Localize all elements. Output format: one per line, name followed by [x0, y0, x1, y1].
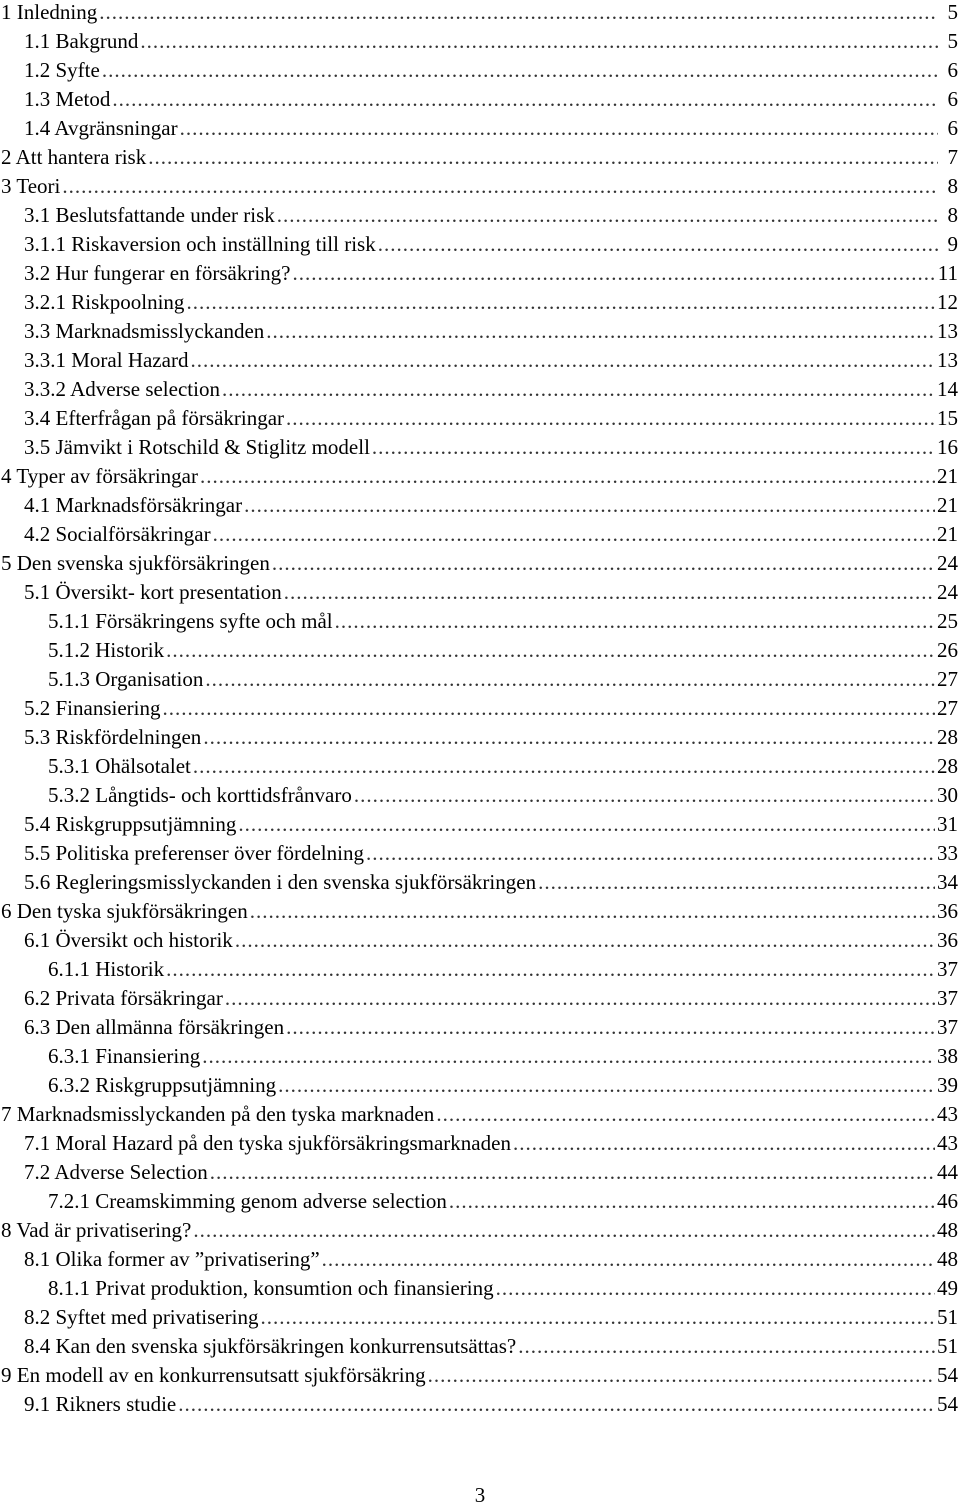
dot-leader: [322, 1245, 935, 1274]
toc-entry-title[interactable]: 5.3 Riskfördelningen: [24, 725, 202, 749]
dot-leader: [292, 259, 935, 288]
toc-entry[interactable]: [0, 317, 960, 346]
toc-entry-page[interactable]: 7: [947, 145, 958, 169]
dot-leader: [163, 694, 936, 723]
toc-entry-title[interactable]: 1.4 Avgränsningar: [24, 116, 178, 140]
dot-leader: [266, 317, 935, 346]
toc-entry[interactable]: [0, 491, 960, 520]
dot-leader: [193, 752, 935, 781]
toc-entry-title[interactable]: 8.1 Olika former av ”privatisering”: [24, 1247, 320, 1271]
dot-leader: [518, 1332, 935, 1361]
toc-entry-page[interactable]: 33: [937, 841, 958, 865]
toc-entry[interactable]: [0, 114, 960, 143]
toc-entry-page[interactable]: 28: [937, 725, 958, 749]
dot-leader: [250, 897, 935, 926]
toc-entry-page[interactable]: 14: [937, 377, 958, 401]
toc-entry-page[interactable]: 6: [947, 116, 958, 140]
dot-leader: [235, 926, 935, 955]
toc-entry-title[interactable]: 6.2 Privata försäkringar: [24, 986, 223, 1010]
toc-entry-page[interactable]: 43: [937, 1102, 958, 1126]
toc-entry[interactable]: [0, 1013, 960, 1042]
toc-entry-page[interactable]: 27: [937, 696, 958, 720]
dot-leader: [112, 85, 938, 114]
toc-entry[interactable]: [0, 1245, 960, 1274]
toc-entry-page[interactable]: 30: [937, 783, 958, 807]
toc-entry-title[interactable]: 5 Den svenska sjukförsäkringen: [1, 551, 270, 575]
toc-entry-title[interactable]: 7.2 Adverse Selection: [24, 1160, 208, 1184]
dot-leader: [260, 1303, 935, 1332]
toc-entry[interactable]: [0, 1042, 960, 1071]
toc-entry-page[interactable]: 54: [937, 1363, 958, 1387]
toc-entry[interactable]: [0, 433, 960, 462]
toc-entry-title[interactable]: 3.2 Hur fungerar en försäkring?: [24, 261, 291, 285]
dot-leader: [180, 114, 938, 143]
toc-entry-page[interactable]: 21: [937, 464, 958, 488]
toc-entry-page[interactable]: 37: [937, 986, 958, 1010]
toc-entry[interactable]: [0, 1158, 960, 1187]
toc-entry-page[interactable]: 37: [937, 957, 958, 981]
toc-entry-page[interactable]: 16: [937, 435, 958, 459]
dot-leader: [166, 955, 935, 984]
toc-entry-page[interactable]: 49: [937, 1276, 958, 1300]
dot-leader: [366, 839, 935, 868]
dot-leader: [513, 1129, 935, 1158]
toc-entry-title[interactable]: 6.1 Översikt och historik: [24, 928, 233, 952]
toc-entry-title[interactable]: 3.3.1 Moral Hazard: [24, 348, 189, 372]
toc-entry-page[interactable]: 51: [937, 1334, 958, 1358]
toc-entry-page[interactable]: 39: [937, 1073, 958, 1097]
toc-entry[interactable]: [0, 230, 960, 259]
dot-leader: [335, 607, 935, 636]
toc-entry-title[interactable]: 3.1 Beslutsfattande under risk: [24, 203, 275, 227]
toc-entry-title[interactable]: 5.1.2 Historik: [48, 638, 165, 662]
toc-entry[interactable]: [0, 462, 960, 491]
dot-leader: [428, 1361, 935, 1390]
toc-entry[interactable]: [0, 288, 960, 317]
toc-entry-title[interactable]: 7.2.1 Creamskimming genom adverse selection: [48, 1189, 447, 1213]
toc-entry-title[interactable]: 1.1 Bakgrund: [24, 29, 139, 53]
dot-leader: [205, 665, 935, 694]
toc-entry[interactable]: [0, 984, 960, 1013]
toc-entry-title[interactable]: 6.1.1 Historik: [48, 957, 165, 981]
toc-entry-page[interactable]: 43: [937, 1131, 958, 1155]
dot-leader: [286, 1013, 935, 1042]
toc-entry-title[interactable]: 1.3 Metod: [24, 87, 111, 111]
toc-entry[interactable]: [0, 520, 960, 549]
dot-leader: [200, 462, 935, 491]
dot-leader: [186, 288, 935, 317]
toc-entry[interactable]: [0, 85, 960, 114]
dot-leader: [102, 56, 938, 85]
toc-entry[interactable]: [0, 810, 960, 839]
toc-entry-page[interactable]: 24: [937, 580, 958, 604]
toc-entry-page[interactable]: 26: [937, 638, 958, 662]
toc-entry[interactable]: [0, 1274, 960, 1303]
dot-leader: [213, 520, 935, 549]
toc-entry[interactable]: [0, 607, 960, 636]
toc-entry[interactable]: [0, 201, 960, 230]
dot-leader: [193, 1216, 935, 1245]
toc-entry-page[interactable]: 36: [937, 928, 958, 952]
toc-entry[interactable]: [0, 375, 960, 404]
toc-entry-title[interactable]: 3.3.2 Adverse selection: [24, 377, 220, 401]
toc-entry[interactable]: [0, 897, 960, 926]
dot-leader: [354, 781, 935, 810]
toc-entry-title[interactable]: 8.1.1 Privat produktion, konsumtion och finansiering: [48, 1276, 494, 1300]
dot-leader: [244, 491, 935, 520]
dot-leader: [225, 984, 935, 1013]
toc-entry-title[interactable]: 5.1.3 Organisation: [48, 667, 204, 691]
dot-leader: [62, 172, 938, 201]
toc-entry-page[interactable]: 21: [937, 522, 958, 546]
dot-leader: [449, 1187, 935, 1216]
toc-entry-page[interactable]: 25: [937, 609, 958, 633]
toc-entry[interactable]: [0, 636, 960, 665]
toc-entry-title[interactable]: 5.4 Riskgruppsutjämning: [24, 812, 237, 836]
toc-entry-page[interactable]: 8: [947, 174, 958, 198]
toc-entry-page[interactable]: 36: [937, 899, 958, 923]
toc-entry[interactable]: [0, 1100, 960, 1129]
toc-entry-title[interactable]: 4.2 Socialförsäkringar: [24, 522, 211, 546]
toc-entry-title[interactable]: 7 Marknadsmisslyckanden på den tyska marknaden: [1, 1102, 435, 1126]
toc-entry-page[interactable]: 48: [937, 1247, 958, 1271]
toc-entry-title[interactable]: 5.2 Finansiering: [24, 696, 161, 720]
toc-entry-page[interactable]: 11: [937, 261, 958, 285]
toc-entry-page[interactable]: 9: [947, 232, 958, 256]
toc-entry-title[interactable]: 3.2.1 Riskpoolning: [24, 290, 185, 314]
toc-entry-title[interactable]: 4 Typer av försäkringar: [1, 464, 198, 488]
dot-leader: [436, 1100, 935, 1129]
dot-leader: [210, 1158, 935, 1187]
toc-entry-title[interactable]: 5.6 Regleringsmisslyckanden i den svenska sjukförsäkringen: [24, 870, 537, 894]
toc-entry[interactable]: [0, 1071, 960, 1100]
toc-entry-title[interactable]: 8.2 Syftet med privatisering: [24, 1305, 259, 1329]
dot-leader: [496, 1274, 935, 1303]
toc-entry[interactable]: [0, 549, 960, 578]
dot-leader: [277, 201, 938, 230]
toc-entry[interactable]: [0, 346, 960, 375]
toc-entry-title[interactable]: 3 Teori: [1, 174, 61, 198]
dot-leader: [286, 404, 935, 433]
toc-entry[interactable]: [0, 259, 960, 288]
dot-leader: [238, 810, 935, 839]
toc-entry-title[interactable]: 7.1 Moral Hazard på den tyska sjukförsäkringsmarknaden: [24, 1131, 511, 1155]
dot-leader: [99, 0, 938, 27]
toc-entry-title[interactable]: 1.2 Syfte: [24, 58, 100, 82]
toc-entry-page[interactable]: 44: [937, 1160, 958, 1184]
dot-leader: [538, 868, 935, 897]
toc-entry[interactable]: [0, 1332, 960, 1361]
toc-entry-title[interactable]: 2 Att hantera risk: [1, 145, 147, 169]
toc-entry-page[interactable]: 31: [937, 812, 958, 836]
toc-entry[interactable]: [0, 868, 960, 897]
toc-entry[interactable]: [0, 172, 960, 201]
dot-leader: [148, 143, 938, 172]
toc-entry-page[interactable]: 13: [937, 319, 958, 343]
dot-leader: [378, 230, 938, 259]
toc-entry-title[interactable]: 6.3.2 Riskgruppsutjämning: [48, 1073, 277, 1097]
toc-entry[interactable]: [0, 578, 960, 607]
toc-entry-title[interactable]: 8 Vad är privatisering?: [1, 1218, 192, 1242]
toc-entry[interactable]: [0, 694, 960, 723]
toc-entry[interactable]: [0, 1129, 960, 1158]
toc-entry[interactable]: [0, 1361, 960, 1390]
toc-entry-title[interactable]: 3.5 Jämvikt i Rotschild & Stiglitz modell: [24, 435, 370, 459]
toc-entry-page[interactable]: 5: [947, 0, 958, 24]
toc-entry[interactable]: [0, 839, 960, 868]
toc-entry[interactable]: [0, 143, 960, 172]
toc-entry-page[interactable]: 6: [947, 58, 958, 82]
toc-entry[interactable]: [0, 1216, 960, 1245]
dot-leader: [372, 433, 935, 462]
toc-entry-title[interactable]: 8.4 Kan den svenska sjukförsäkringen konkurrensutsättas?: [24, 1334, 517, 1358]
toc-entry-page[interactable]: 48: [937, 1218, 958, 1242]
dot-leader: [278, 1071, 935, 1100]
dot-leader: [178, 1390, 935, 1419]
toc-entry-page[interactable]: 15: [937, 406, 958, 430]
dot-leader: [166, 636, 935, 665]
toc-entry-title[interactable]: 5.3.1 Ohälsotalet: [48, 754, 191, 778]
toc-entry-title[interactable]: 5.1.1 Försäkringens syfte och mål: [48, 609, 333, 633]
toc-entry[interactable]: [0, 781, 960, 810]
toc-entry-page[interactable]: 54: [937, 1392, 958, 1416]
toc-entry-page[interactable]: 8: [947, 203, 958, 227]
toc-entry-title[interactable]: 6 Den tyska sjukförsäkringen: [1, 899, 248, 923]
toc-entry-page[interactable]: 5: [947, 29, 958, 53]
toc-entry-page[interactable]: 27: [937, 667, 958, 691]
toc-entry-title[interactable]: 4.1 Marknadsförsäkringar: [24, 493, 243, 517]
toc-entry-title[interactable]: 6.3.1 Finansiering: [48, 1044, 201, 1068]
toc-entry[interactable]: [0, 404, 960, 433]
toc-entry[interactable]: [0, 27, 960, 56]
toc-entry[interactable]: [0, 752, 960, 781]
toc-entry-title[interactable]: 5.3.2 Långtids- och korttidsfrånvaro: [48, 783, 352, 807]
toc-entry-title[interactable]: 9 En modell av en konkurrensutsatt sjukförsäkring: [1, 1363, 426, 1387]
page-number: 3: [474, 1483, 486, 1507]
toc-entry-page[interactable]: 37: [937, 1015, 958, 1039]
toc-entry[interactable]: [0, 665, 960, 694]
dot-leader: [272, 549, 935, 578]
dot-leader: [203, 723, 935, 752]
toc-entry-title[interactable]: 5.5 Politiska preferenser över fördelning: [24, 841, 364, 865]
toc-entry-page[interactable]: 21: [937, 493, 958, 517]
toc-entry[interactable]: [0, 723, 960, 752]
dot-leader: [222, 375, 935, 404]
toc-entry-page[interactable]: 24: [937, 551, 958, 575]
toc-entry-title[interactable]: 1 Inledning: [1, 0, 98, 24]
toc-entry-title[interactable]: 9.1 Rikners studie: [24, 1392, 177, 1416]
dot-leader: [202, 1042, 935, 1071]
toc-entry[interactable]: [0, 0, 960, 27]
toc-entry-page[interactable]: 28: [937, 754, 958, 778]
toc-entry[interactable]: [0, 926, 960, 955]
dot-leader: [284, 578, 935, 607]
toc-entry-page[interactable]: 51: [937, 1305, 958, 1329]
dot-leader: [190, 346, 935, 375]
toc-entry[interactable]: [0, 1303, 960, 1332]
toc-entry-title[interactable]: 5.1 Översikt- kort presentation: [24, 580, 282, 604]
dot-leader: [140, 27, 938, 56]
toc-entry-title[interactable]: 3.3 Marknadsmisslyckanden: [24, 319, 265, 343]
toc-entry-page[interactable]: 34: [937, 870, 958, 894]
toc-entry-title[interactable]: 3.4 Efterfrågan på försäkringar: [24, 406, 285, 430]
toc-entry[interactable]: [0, 56, 960, 85]
toc-entry[interactable]: [0, 1390, 960, 1419]
toc-entry-page[interactable]: 38: [937, 1044, 958, 1068]
toc-entry-title[interactable]: 3.1.1 Riskaversion och inställning till risk: [24, 232, 376, 256]
toc-entry-page[interactable]: 6: [947, 87, 958, 111]
toc-entry-page[interactable]: 12: [937, 290, 958, 314]
toc-entry-page[interactable]: 13: [937, 348, 958, 372]
toc-entry-page[interactable]: 46: [937, 1189, 958, 1213]
toc-entry[interactable]: [0, 1187, 960, 1216]
toc-entry[interactable]: [0, 955, 960, 984]
toc-entry-title[interactable]: 6.3 Den allmänna försäkringen: [24, 1015, 285, 1039]
